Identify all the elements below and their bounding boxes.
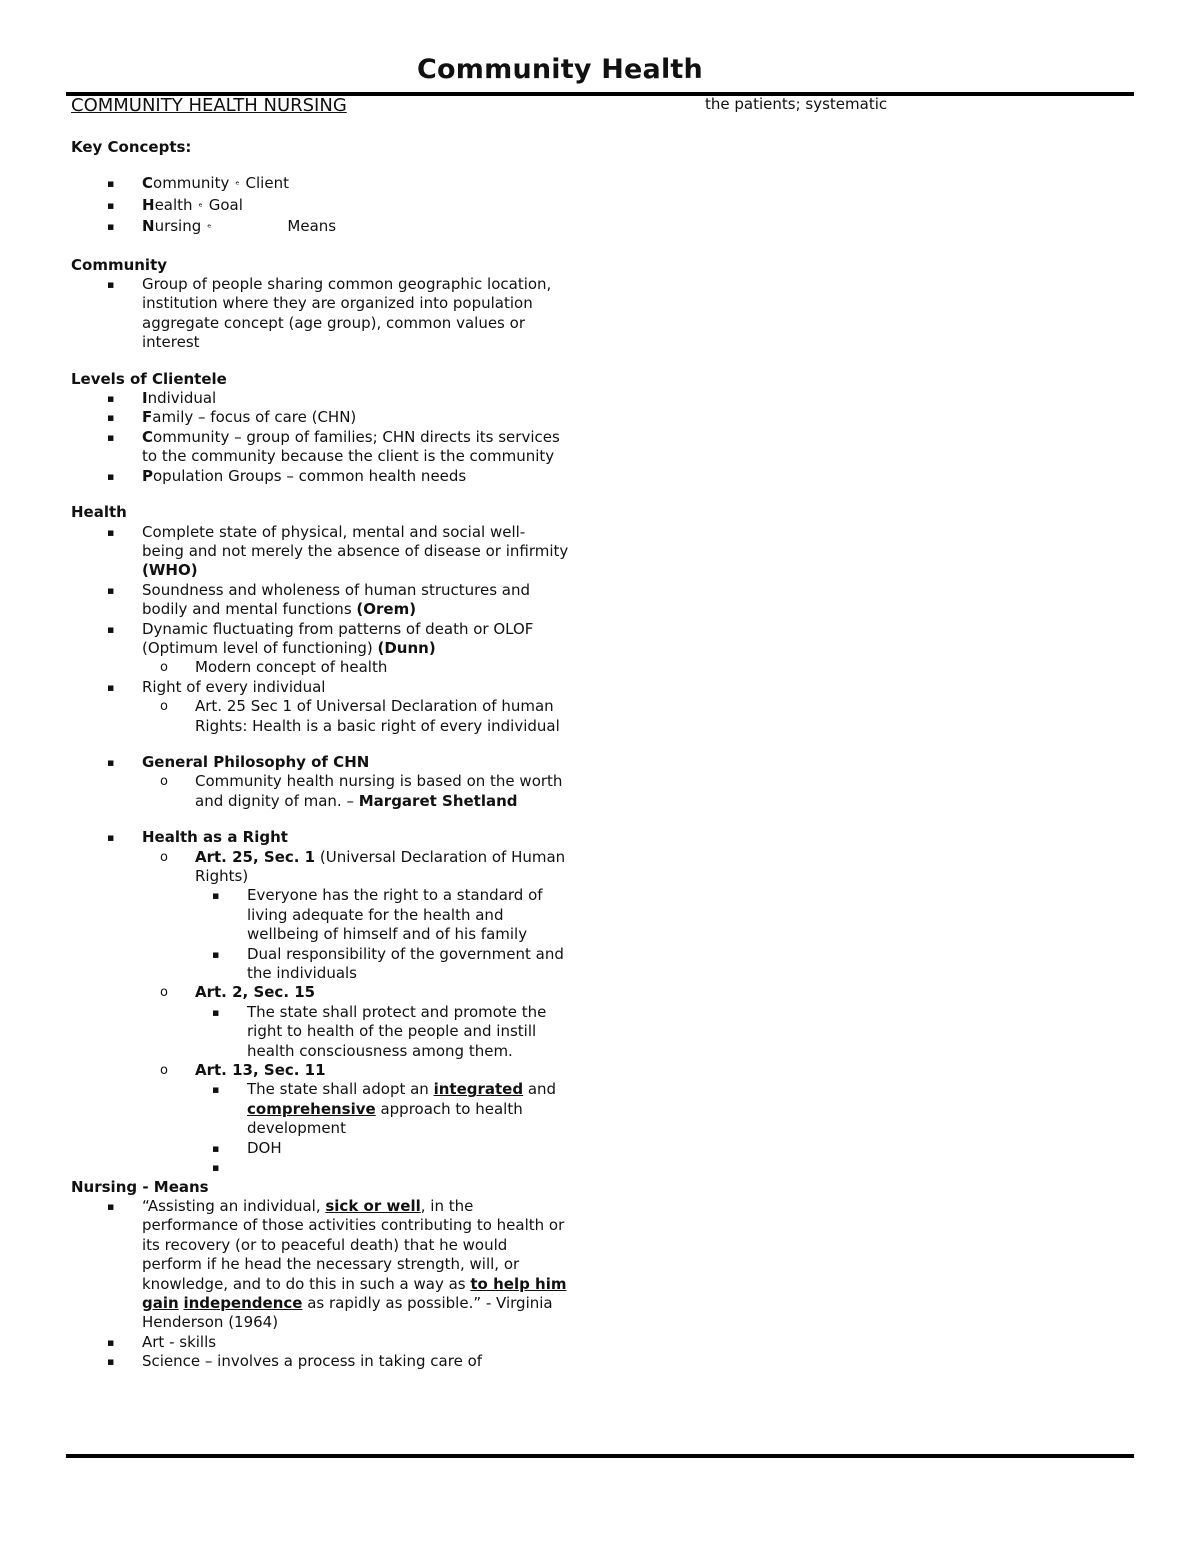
- bullet-icon: ▪: [212, 889, 220, 903]
- emphasis-to-help: to help him gain: [142, 1274, 567, 1312]
- emphasis-integrated: integrated: [433, 1080, 524, 1099]
- document-heading: COMMUNITY HEALTH NURSING: [71, 95, 347, 116]
- list-item: [71, 1061, 571, 1080]
- community-heading: Community: [71, 255, 168, 274]
- list-item: [71, 945, 571, 984]
- nursing-art: Art - skills: [142, 1332, 217, 1351]
- community-definition: Group of people sharing common geographic location, institution where they are organized into population aggregate concept (age group), common values or interest: [142, 275, 552, 352]
- text-run: as rapidly as possible.” - Virginia Henderson (1964): [142, 1293, 553, 1332]
- initial-letter: I: [142, 389, 148, 408]
- bullet-icon: ▪: [107, 220, 115, 234]
- bullet-icon: ▪: [107, 469, 115, 483]
- list-item: [71, 848, 571, 887]
- philosophy-text: Community health nursing is based on the worth and dignity of man. –: [195, 772, 563, 810]
- circle-bullet-icon: o: [160, 1063, 168, 1079]
- list-item: [71, 196, 571, 217]
- list-item: [71, 658, 571, 677]
- health-heading: Health: [71, 503, 127, 522]
- list-item: [71, 1139, 571, 1158]
- health-definition: Complete state of physical, mental and social well- being and not merely the absence of disease or infirmity: [142, 522, 569, 560]
- arrow-icon: ᵉ: [207, 223, 212, 235]
- circle-bullet-icon: o: [160, 774, 168, 790]
- circle-bullet-icon: o: [160, 849, 168, 865]
- list-item: [71, 697, 571, 736]
- circle-bullet-icon: o: [160, 699, 168, 715]
- health-definition: Soundness and wholeness of human structures and bodily and mental functions: [142, 580, 531, 619]
- list-item: [71, 523, 571, 581]
- levels-heading: Levels of Clientele: [71, 369, 227, 388]
- article-title: Art. 2, Sec. 15: [195, 983, 316, 1002]
- bottom-rule: [66, 1454, 1134, 1458]
- definition-source: (Dunn): [377, 638, 436, 657]
- bullet-icon: ▪: [107, 411, 115, 425]
- bullet-icon: ▪: [107, 177, 115, 191]
- emphasis-comprehensive: comprehensive: [247, 1099, 376, 1118]
- level-text: opulation Groups – common health needs: [153, 466, 467, 485]
- bullet-icon: ▪: [107, 831, 115, 845]
- bullet-icon: ▪: [212, 1005, 220, 1019]
- bullet-icon: ▪: [107, 1355, 115, 1369]
- empty-list-item: [71, 1158, 571, 1177]
- bullet-icon: ▪: [107, 430, 115, 444]
- level-text: amily – focus of care (CHN): [152, 408, 357, 427]
- bullet-icon: ▪: [107, 1199, 115, 1213]
- concept-label: ommunity: [153, 174, 230, 193]
- initial-letter: H: [142, 195, 155, 214]
- initial-letter: P: [142, 466, 153, 485]
- definition-source: (WHO): [142, 561, 198, 580]
- continuation-text: the patients; systematic: [705, 95, 888, 113]
- list-item: [71, 1003, 571, 1061]
- list-item: [71, 1333, 571, 1352]
- nursing-science: Science – involves a process in taking care of: [142, 1352, 483, 1371]
- concept-label: ursing: [154, 217, 202, 236]
- bullet-icon: ▪: [212, 1141, 220, 1155]
- concept-target: Means: [287, 217, 337, 236]
- initial-letter: N: [142, 217, 155, 236]
- bullet-icon: ▪: [107, 583, 115, 597]
- definition-source: (Orem): [356, 600, 417, 619]
- bullet-icon: ▪: [107, 1335, 115, 1349]
- list-item: [71, 828, 571, 847]
- list-item: [71, 886, 571, 944]
- bullet-icon: ▪: [107, 755, 115, 769]
- levels-list: [71, 389, 571, 486]
- initial-letter: F: [142, 408, 153, 427]
- list-item: [71, 1197, 571, 1333]
- initial-letter: C: [142, 174, 154, 193]
- nursing-list: [71, 1197, 571, 1372]
- list-item: [71, 983, 571, 1002]
- philosophy-heading: General Philosophy of CHN: [142, 752, 370, 771]
- list-item: [71, 581, 571, 620]
- bullet-icon: ▪: [212, 1161, 220, 1175]
- list-item: [71, 389, 571, 408]
- health-right-heading: Health as a Right: [142, 828, 288, 847]
- key-concepts-list: [71, 174, 571, 238]
- article-point: Dual responsibility of the government and the individuals: [247, 944, 564, 983]
- article-title: Art. 25, Sec. 1: [195, 847, 316, 866]
- bullet-icon: ▪: [107, 278, 115, 292]
- text-run: approach to health development: [247, 1099, 523, 1138]
- list-item: [71, 1352, 571, 1371]
- emphasis-sick-or-well: sick or well: [325, 1196, 421, 1215]
- bullet-icon: ▪: [107, 622, 115, 636]
- text-run: , in the performance of those activities contributing to health or its recovery (or to peaceful death) that he would perform if he head the necessary strength, will, or knowledge, and to do this in such a way as: [142, 1196, 565, 1293]
- bullet-icon: ▪: [107, 198, 115, 212]
- article-title: Art. 13, Sec. 11: [195, 1061, 326, 1080]
- nursing-heading: Nursing - Means: [71, 1177, 209, 1196]
- philosophy-author: Margaret Shetland: [358, 791, 518, 810]
- health-definition: Right of every individual: [142, 677, 326, 696]
- arrow-icon: ᵉ: [235, 180, 240, 192]
- emphasis-independence: independence: [183, 1293, 303, 1312]
- community-list: [71, 275, 571, 353]
- sub-item-text: Modern concept of health: [195, 658, 388, 677]
- text-run: and: [523, 1080, 557, 1099]
- sub-item-text: Art. 25 Sec 1 of Universal Declaration of human Rights: Health is a basic right of every individual: [195, 697, 560, 735]
- article-point: The state shall protect and promote the right to health of the people and instill health consciousness among them.: [247, 1002, 547, 1060]
- circle-bullet-icon: o: [160, 660, 168, 676]
- list-item: [71, 1080, 571, 1138]
- article-point: DOH: [247, 1138, 282, 1157]
- arrow-icon: ᵉ: [198, 201, 203, 213]
- article-source: (Universal Declaration of Human Rights): [195, 847, 566, 885]
- list-item: [71, 772, 571, 811]
- concept-target: Goal: [208, 195, 243, 214]
- text-run: “Assisting an individual,: [142, 1196, 326, 1215]
- health-right-list: [71, 828, 571, 1177]
- list-item: [71, 620, 571, 659]
- initial-letter: C: [142, 427, 154, 446]
- list-item: [71, 174, 571, 195]
- bullet-icon: ▪: [107, 525, 115, 539]
- left-column: [71, 94, 571, 1372]
- article-point: Everyone has the right to a standard of living adequate for the health and wellbeing of himself and of his family: [247, 886, 543, 944]
- circle-bullet-icon: o: [160, 985, 168, 1001]
- article-point: The state shall adopt an: [247, 1080, 434, 1099]
- page-title: Community Health: [417, 54, 703, 85]
- concept-label: ealth: [154, 195, 193, 214]
- health-list: [71, 523, 571, 736]
- level-text: ommunity – group of families; CHN directs its services to the community because the client is the community: [142, 427, 560, 466]
- key-concepts-heading: Key Concepts:: [71, 138, 192, 156]
- level-text: ndividual: [147, 389, 217, 408]
- bullet-icon: ▪: [212, 1083, 220, 1097]
- philosophy-list: [71, 753, 571, 811]
- right-column: [705, 95, 1125, 114]
- list-item: [71, 753, 571, 772]
- bullet-icon: ▪: [107, 680, 115, 694]
- list-item: [71, 275, 571, 353]
- list-item: [71, 467, 571, 486]
- list-item: [71, 408, 571, 427]
- bullet-icon: ▪: [107, 392, 115, 406]
- list-item: [71, 428, 571, 467]
- concept-target: Client: [245, 174, 289, 193]
- health-definition: Dynamic fluctuating from patterns of death or OLOF (Optimum level of functioning): [142, 619, 534, 657]
- list-item: [71, 217, 571, 238]
- list-item: [71, 678, 571, 697]
- bullet-icon: ▪: [212, 947, 220, 961]
